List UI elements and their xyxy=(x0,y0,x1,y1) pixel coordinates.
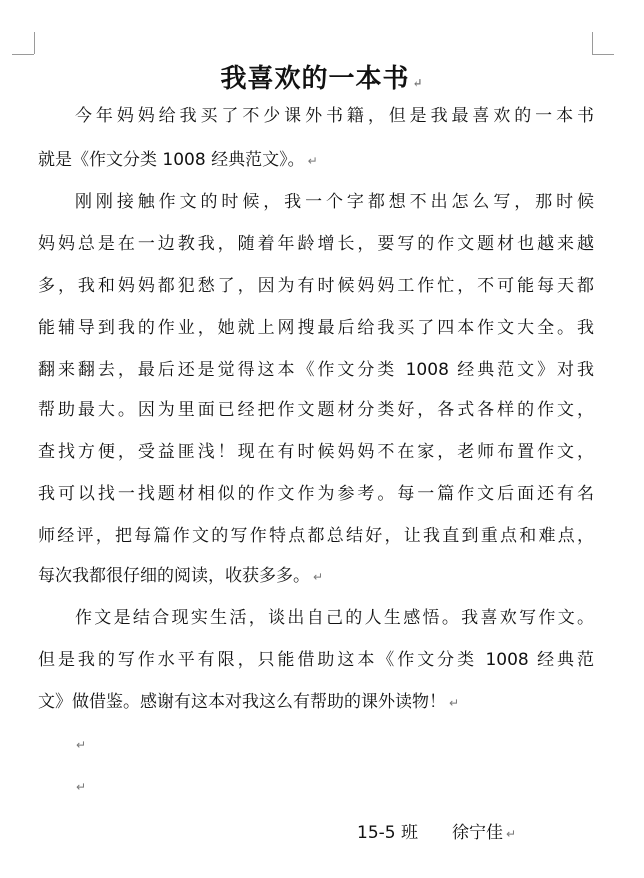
text-line: 文》做借鉴。感谢有这本对我这么有帮助的课外读物！ ↵ xyxy=(38,692,460,712)
paragraph-mark: ↵ xyxy=(412,76,424,90)
class-label: 15-5 班 xyxy=(357,823,418,843)
paragraph-mark: ↵ xyxy=(307,154,318,168)
margin-corner-top-right xyxy=(592,54,614,55)
text-line: 师经评，把每篇作文的写作特点都总结好，让我直到重点和难点， xyxy=(38,526,594,546)
document-title: 我喜欢的一本书 ↵ xyxy=(220,64,424,94)
text-line: 就是《作文分类 1008 经典范文》。 ↵ xyxy=(38,150,318,170)
margin-corner-top-right xyxy=(592,32,593,54)
text-line: 帮助最大。因为里面已经把作文题材分类好，各式各样的作文， xyxy=(38,400,594,420)
margin-corner-top-left xyxy=(12,54,34,55)
text-line: 多，我和妈妈都犯愁了，因为有时候妈妈工作忙，不可能每天都 xyxy=(38,276,594,296)
text-line: 翻来翻去，最后还是觉得这本《作文分类 1008 经典范文》对我 xyxy=(38,360,594,380)
empty-paragraph-mark: ↵ xyxy=(76,738,87,752)
paragraph-mark: ↵ xyxy=(313,570,324,584)
margin-corner-top-left xyxy=(34,32,35,54)
text-line: 作文是结合现实生活，谈出自己的人生感悟。我喜欢写作文。 xyxy=(75,608,594,628)
text-line: 但是我的写作水平有限，只能借助这本《作文分类 1008 经典范 xyxy=(38,650,594,670)
paragraph-mark: ↵ xyxy=(506,827,517,841)
text-line: 今年妈妈给我买了不少课外书籍，但是我最喜欢的一本书 xyxy=(75,106,594,126)
author-name: 徐宁佳 xyxy=(452,823,503,843)
text-line: 每次我都很仔细的阅读，收获多多。 ↵ xyxy=(38,566,324,586)
empty-paragraph-mark: ↵ xyxy=(76,780,87,794)
text-line: 查找方便，受益匪浅！现在有时候妈妈不在家，老师布置作文， xyxy=(38,442,594,462)
text-line: 能辅导到我的作业，她就上网搜最后给我买了四本作文大全。我 xyxy=(38,318,594,338)
paragraph-mark: ↵ xyxy=(449,696,460,710)
text-line: 妈妈总是在一边教我，随着年龄增长，要写的作文题材也越来越 xyxy=(38,234,594,254)
text-line: 刚刚接触作文的时候，我一个字都想不出怎么写，那时候 xyxy=(75,192,594,212)
text-line: 我可以找一找题材相似的作文作为参考。每一篇作文后面还有名 xyxy=(38,484,594,504)
signature-line xyxy=(357,818,516,843)
